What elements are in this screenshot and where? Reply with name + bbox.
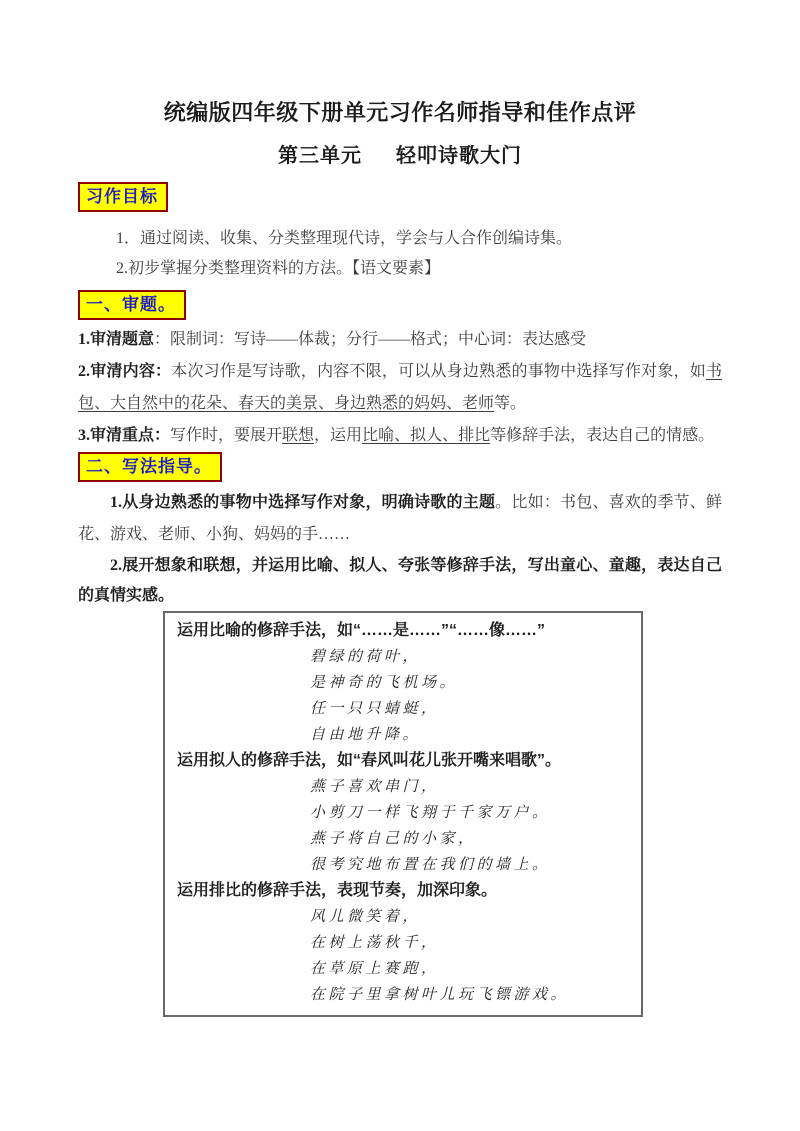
review-item-3-u1: 联想 [282, 427, 315, 444]
unit-subtitle [78, 144, 722, 168]
unit-number: 第三单元 [278, 145, 362, 167]
poem-line: 在院子里拿树叶儿玩飞镖游戏。 [310, 987, 570, 1003]
poem-line: 碧绿的荷叶， [310, 649, 422, 665]
poem-line: 自由地升降。 [310, 727, 422, 743]
review-item-2-lead: 2.审清内容： [78, 363, 172, 380]
poem-line: 风儿微笑着， [310, 909, 422, 925]
unit-name: 轻叩诗歌大门 [396, 145, 522, 167]
review-item-1 [78, 324, 722, 356]
poem-line: 在树上荡秋千， [310, 935, 440, 951]
page-title: 统编版四年级下册单元习作名师指导和佳作点评 [163, 100, 637, 125]
review-item-3-u2: 比喻、拟人、排比 [362, 427, 491, 444]
poem-line: 燕子喜欢串门， [310, 779, 440, 795]
poem-line: 燕子将自己的小家， [310, 831, 477, 847]
review-item-2-text: 本次习作是写诗歌，内容不限，可以从身边熟悉的事物中选择写作对象，如 [171, 363, 706, 380]
review-item-3-lead: 3.审清重点： [78, 427, 171, 444]
guide-label-row [78, 452, 722, 482]
metaphor-section-heading: 运用比喻的修辞手法，如“……是……”“……像……” [177, 622, 546, 639]
guide-para-2-bold: 2.展开想象和联想，并运用比喻、拟人、夸张等修辞手法，写出童心、童趣，表达自己的真情实感。 [78, 557, 722, 604]
review-item-3-p3: 等修辞手法，表达自己的情感。 [490, 427, 715, 444]
parallelism-section-heading: 运用排比的修辞手法，表现节奏，加深印象。 [177, 882, 498, 899]
personification-section-heading: 运用拟人的修辞手法，如“春风叫花儿张开嘴来唱歌”。 [177, 752, 562, 769]
guide-para-2 [78, 551, 722, 611]
poem-line: 在草原上赛跑， [310, 961, 440, 977]
goals-list [78, 224, 722, 284]
review-item-3-p2: ，运用 [314, 427, 363, 444]
goals-label-chip: 习作目标 [78, 182, 168, 212]
guide-para-1-rest: 。比如：书包、喜欢的季节、鲜花、游戏、老师、小狗、妈妈的手…… [78, 494, 722, 543]
review-item-3-p1: 写作时，要展开 [170, 427, 283, 444]
review-item-3 [78, 420, 722, 452]
goal-item-2: 2.初步掌握分类整理资料的方法。【语文要素】 [116, 260, 441, 277]
review-item-1-lead: 1.审清题意 [78, 331, 155, 348]
poem-line: 很考究地布置在我们的墙上。 [310, 857, 551, 873]
guide-label-chip: 二、写法指导。 [78, 452, 222, 482]
poem-line: 是神奇的飞机场。 [310, 675, 459, 691]
poem-line: 任一只只蜻蜓， [310, 701, 440, 717]
review-item-1-text: ：限制词：写诗——体裁；分行——格式；中心词：表达感受 [154, 331, 587, 348]
poem-line: 小剪刀一样飞翔于千家万户。 [310, 805, 551, 821]
goals-label-row [78, 182, 722, 212]
goal-item-1: 1．通过阅读、收集、分类整理现代诗，学会与人合作创编诗集。 [116, 230, 573, 247]
rhetoric-examples-box [163, 611, 643, 1017]
guide-section [78, 487, 722, 611]
review-item-2-tail: 等。 [494, 395, 527, 412]
guide-para-1 [78, 487, 722, 551]
guide-para-1-bold: 1.从身边熟悉的事物中选择写作对象，明确诗歌的主题 [110, 494, 496, 511]
review-section [78, 324, 722, 452]
review-item-2-underlined: 书包、大自然中的花朵、春天的美景、身边熟悉的妈妈、老师 [78, 363, 722, 412]
review-label-chip: 一、审题。 [78, 290, 186, 320]
review-item-2 [78, 356, 722, 420]
review-label-row [78, 290, 722, 320]
